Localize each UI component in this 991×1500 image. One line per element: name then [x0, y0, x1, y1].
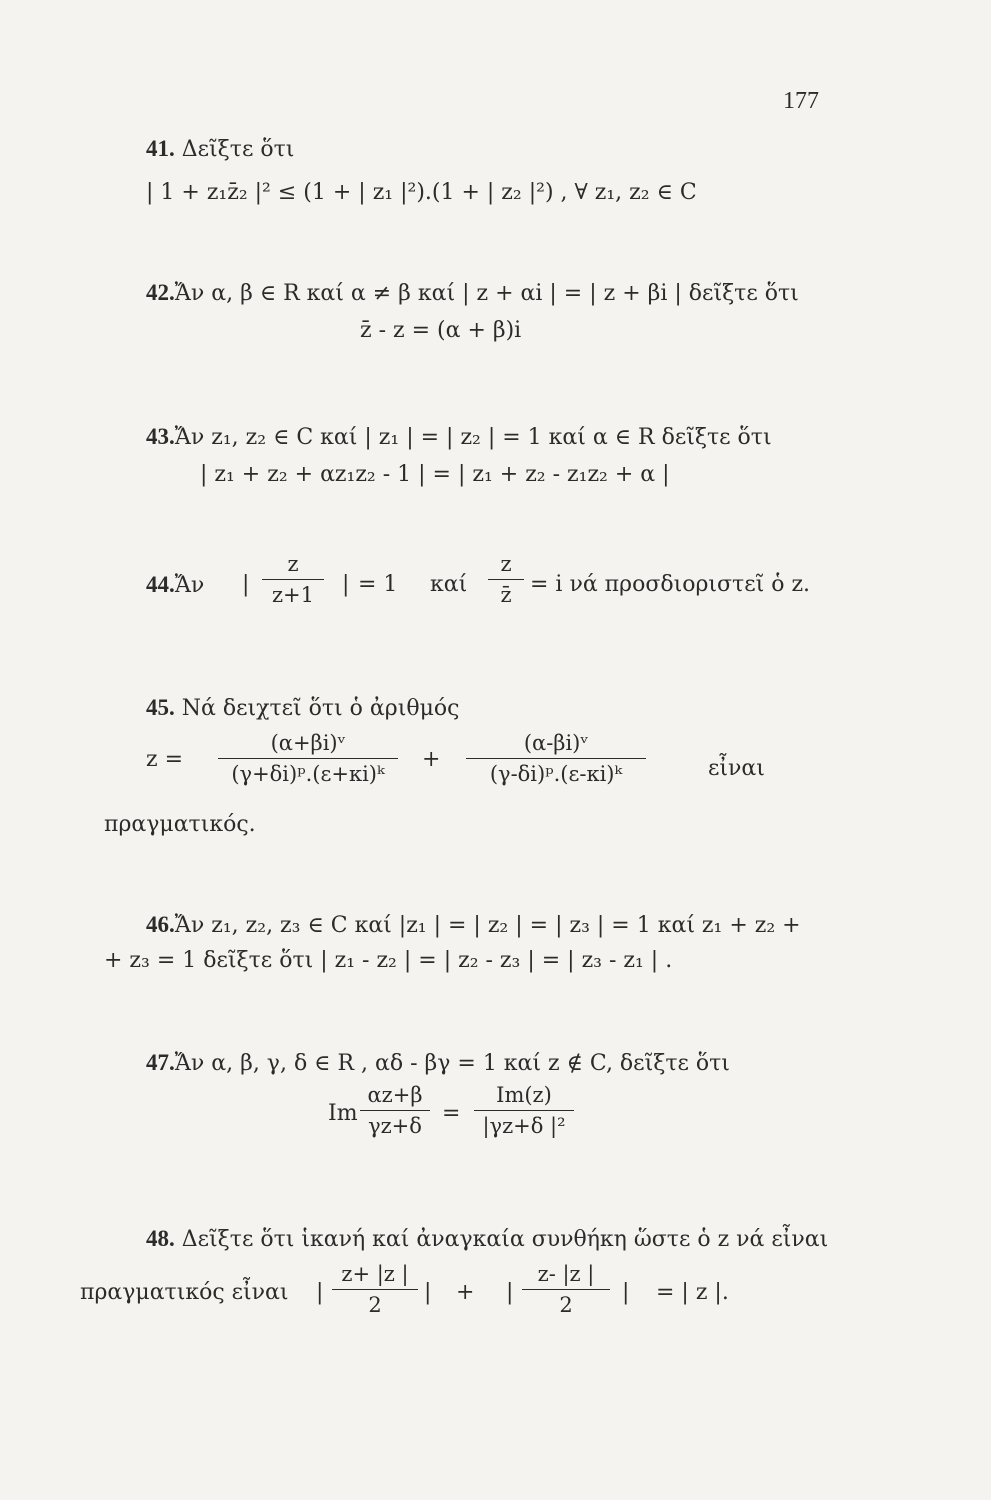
fraction-bar	[332, 1289, 418, 1290]
denominator: 2	[559, 1293, 573, 1317]
numerator: z	[500, 552, 512, 576]
denominator: (γ-δi)ᵖ.(ε-κi)ᵏ	[489, 762, 623, 786]
problem-text: Ἄν α, β ∈ R καί α ≠ β καί | z + αi | = | z + βi | δεῖξτε ὅτι	[174, 281, 799, 306]
problem-number: 45.	[146, 695, 175, 720]
fraction-bar	[262, 579, 324, 580]
problem-text: Ἄν α, β, γ, δ ∈ R , αδ - βγ = 1 καί z ∉ C, δεῖξτε ὅτι	[174, 1051, 730, 1076]
problem-number: 46.	[146, 912, 175, 937]
problem-number: 48.	[146, 1226, 175, 1251]
fraction-second-term	[466, 731, 646, 786]
problem-44-lead	[146, 572, 204, 599]
fraction-bar	[218, 758, 398, 759]
numerator: z- |z |	[537, 1262, 595, 1286]
fraction-z-over-z-plus-1	[262, 552, 324, 607]
problem-41-formula: | 1 + z₁z̄₂ |² ≤ (1 + | z₁ |²).(1 + | z₂ |²) , ∀ z₁, z₂ ∈ C	[146, 180, 697, 205]
equals-abs-z: = | z |.	[656, 1280, 729, 1305]
problem-48-line1	[146, 1226, 828, 1253]
fraction-bar	[522, 1289, 610, 1290]
abs-bar-right: |	[342, 572, 350, 597]
fraction-bar	[466, 758, 646, 759]
problem-42-line1	[146, 280, 799, 307]
equals-sign: =	[442, 1101, 461, 1126]
problem-text: Ἄν	[174, 573, 205, 598]
abs-bar: |	[506, 1280, 514, 1305]
numerator: (α-βi)ᵛ	[523, 731, 589, 755]
plus-sign: +	[456, 1280, 475, 1305]
denominator: |γz+δ |²	[482, 1114, 566, 1138]
kai: καί	[430, 572, 468, 597]
problem-43-line2: | z₁ + z₂ + αz₁z₂ - 1 | = | z₁ + z₂ - z₁z₂ + α |	[200, 462, 670, 487]
problem-47-line1	[146, 1050, 730, 1077]
abs-bar: |	[424, 1280, 432, 1305]
denominator: z̄	[500, 583, 512, 607]
problem-text: Νά δειχτεῖ ὅτι ὁ ἀριθμός	[181, 696, 460, 721]
numerator: z	[287, 552, 299, 576]
problem-46-line2: + z₃ = 1 δεῖξτε ὅτι | z₁ - z₂ | = | z₂ - z₃ | = | z₃ - z₁ | .	[104, 948, 673, 973]
fraction-im-z	[474, 1083, 574, 1138]
denominator: z+1	[271, 583, 315, 607]
problem-45-end: πραγματικός.	[104, 812, 256, 837]
problem-text: Ἄν z₁, z₂, z₃ ∈ C καί |z₁ | = | z₂ | = | z₃ | = 1 καί z₁ + z₂ +	[174, 913, 801, 938]
denominator: γz+δ	[368, 1114, 422, 1138]
problem-text: Δεῖξτε ὅτι	[181, 137, 295, 162]
problem-number: 41.	[146, 136, 175, 161]
fraction-bar	[474, 1110, 574, 1111]
problem-46-line1	[146, 912, 801, 939]
fraction-bar	[360, 1110, 430, 1111]
abs-bar: |	[316, 1280, 324, 1305]
equals-one: = 1	[358, 572, 398, 597]
fraction-z-plus-abs	[332, 1262, 418, 1317]
problem-number: 47.	[146, 1050, 175, 1075]
problem-text: Ἄν z₁, z₂ ∈ C καί | z₁ | = | z₂ | = 1 καί α ∈ R δεῖξτε ὅτι	[174, 425, 772, 450]
numerator: z+ |z |	[341, 1262, 409, 1286]
problem-number: 43.	[146, 424, 175, 449]
problem-42-line2: z̄ - z = (α + β)i	[360, 318, 522, 343]
abs-bar-left: |	[242, 572, 250, 597]
problem-45-heading	[146, 695, 459, 722]
abs-bar: |	[622, 1280, 630, 1305]
z-equals: z =	[146, 747, 184, 772]
page-number: 177	[783, 88, 819, 114]
problem-number: 42.	[146, 280, 175, 305]
denominator: 2	[368, 1293, 382, 1317]
fraction-mobius	[360, 1083, 430, 1138]
fraction-z-over-zbar	[488, 552, 524, 607]
numerator: (α+βi)ᵛ	[270, 731, 346, 755]
einai: εἶναι	[708, 756, 765, 781]
problem-48-lead: πραγματικός εἶναι	[80, 1280, 289, 1305]
fraction-first-term	[218, 731, 398, 786]
fraction-bar	[488, 579, 524, 580]
numerator: αz+β	[367, 1083, 423, 1107]
problem-number: 44.	[146, 572, 175, 597]
denominator: (γ+δi)ᵖ.(ε+κi)ᵏ	[231, 762, 385, 786]
plus-sign: +	[422, 747, 441, 772]
fraction-z-minus-abs	[522, 1262, 610, 1317]
problem-41-heading	[146, 136, 294, 163]
numerator: Im(z)	[496, 1083, 552, 1107]
problem-44-tail: = i νά προσδιοριστεῖ ὁ z.	[530, 572, 811, 597]
problem-text: Δεῖξτε ὅτι ἱκανή καί ἀναγκαία συνθήκη ὥστε ὁ z νά εἶναι	[181, 1227, 829, 1252]
problem-43-line1	[146, 424, 772, 451]
im-operator: Im	[328, 1101, 358, 1126]
